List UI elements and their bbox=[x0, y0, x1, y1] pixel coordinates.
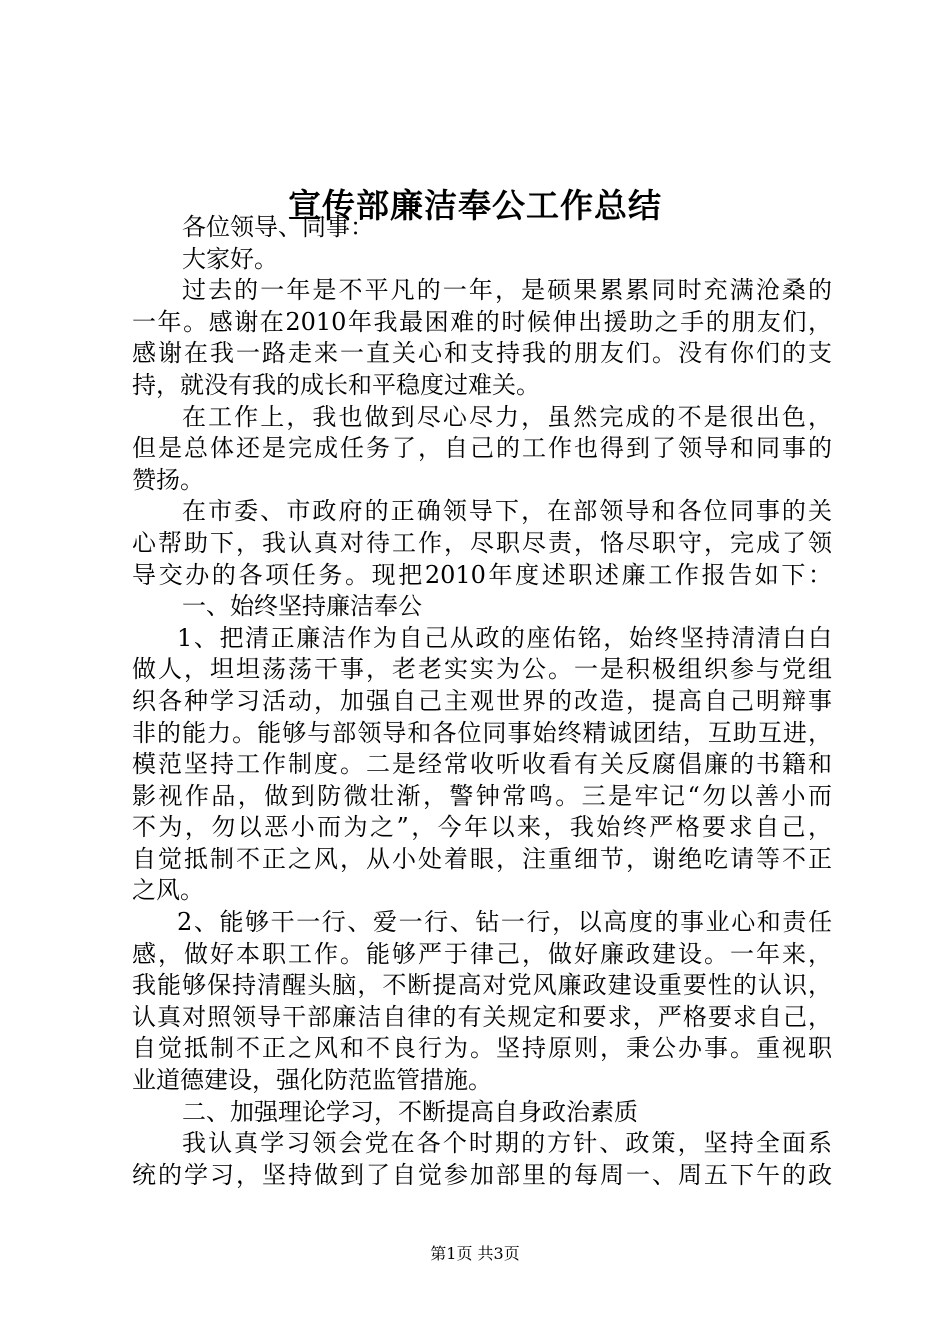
body-line: 感，做好本职工作。能够严于律己，做好廉政建设。一年来， bbox=[132, 939, 832, 968]
body-line: 2、能够干一行、爱一行、钻一行，以高度的事业心和责任 bbox=[177, 908, 832, 937]
body-line: 过去的一年是不平凡的一年，是硕果累累同时充满沧桑的 bbox=[182, 276, 832, 305]
page-footer: 第1页 共3页 bbox=[430, 1244, 520, 1263]
body-line: 心帮助下，我认真对待工作，尽职尽责，恪尽职守，完成了领 bbox=[132, 528, 832, 557]
body-line: 在市委、市政府的正确领导下，在部领导和各位同事的关 bbox=[182, 497, 832, 526]
body-line: 在工作上，我也做到尽心尽力，虽然完成的不是很出色， bbox=[182, 402, 832, 431]
body-line: 模范坚持工作制度。二是经常收听收看有关反腐倡廉的书籍和 bbox=[132, 750, 832, 779]
body-line: 但是总体还是完成任务了，自己的工作也得到了领导和同事的 bbox=[132, 434, 832, 463]
body-line: 各位领导、同事： bbox=[182, 213, 374, 241]
document-body bbox=[132, 212, 832, 1191]
body-line: 一、始终坚持廉洁奉公 bbox=[182, 592, 422, 621]
body-line: 我能够保持清醒头脑，不断提高对党风廉政建设重要性的认识， bbox=[132, 971, 832, 1000]
body-line: 认真对照领导干部廉洁自律的有关规定和要求，严格要求自己， bbox=[132, 1002, 832, 1031]
body-line: 不为，勿以恶小而为之”，今年以来，我始终严格要求自己， bbox=[132, 813, 832, 842]
body-line: 我认真学习领会党在各个时期的方针、政策，坚持全面系 bbox=[182, 1129, 832, 1158]
body-line: 影视作品，做到防微壮渐，警钟常鸣。三是牢记“勿以善小而 bbox=[132, 781, 832, 810]
body-line: 赞扬。 bbox=[132, 465, 204, 494]
document-title: 宣传部廉洁奉公工作总结 bbox=[288, 186, 662, 225]
body-line: 自觉抵制不正之风，从小处着眼，注重细节，谢绝吃请等不正 bbox=[132, 844, 832, 873]
body-line: 感谢在我一路走来一直关心和支持我的朋友们。没有你们的支 bbox=[132, 339, 832, 368]
body-line: 一年。感谢在2010年我最困难的时候伸出援助之手的朋友们， bbox=[132, 307, 832, 336]
body-line: 导交办的各项任务。现把2010年度述职述廉工作报告如下： bbox=[132, 560, 832, 589]
body-line: 织各种学习活动，加强自己主观世界的改造，提高自己明辩事 bbox=[132, 686, 832, 715]
body-line: 大家好。 bbox=[182, 244, 278, 273]
body-line: 统的学习，坚持做到了自觉参加部里的每周一、周五下午的政 bbox=[132, 1160, 832, 1189]
body-line: 1、把清正廉洁作为自己从政的座佑铭，始终坚持清清白白 bbox=[177, 623, 832, 652]
body-line: 自觉抵制不正之风和不良行为。坚持原则，秉公办事。重视职 bbox=[132, 1034, 832, 1063]
body-line: 业道德建设，强化防范监管措施。 bbox=[132, 1066, 492, 1095]
body-line: 非的能力。能够与部领导和各位同事始终精诚团结，互助互进， bbox=[132, 718, 832, 747]
body-line: 持，就没有我的成长和平稳度过难关。 bbox=[132, 370, 540, 399]
body-line: 做人，坦坦荡荡干事，老老实实为公。一是积极组织参与党组 bbox=[132, 655, 832, 684]
body-line: 之风。 bbox=[132, 876, 204, 905]
body-line: 二、加强理论学习，不断提高自身政治素质 bbox=[182, 1097, 638, 1126]
